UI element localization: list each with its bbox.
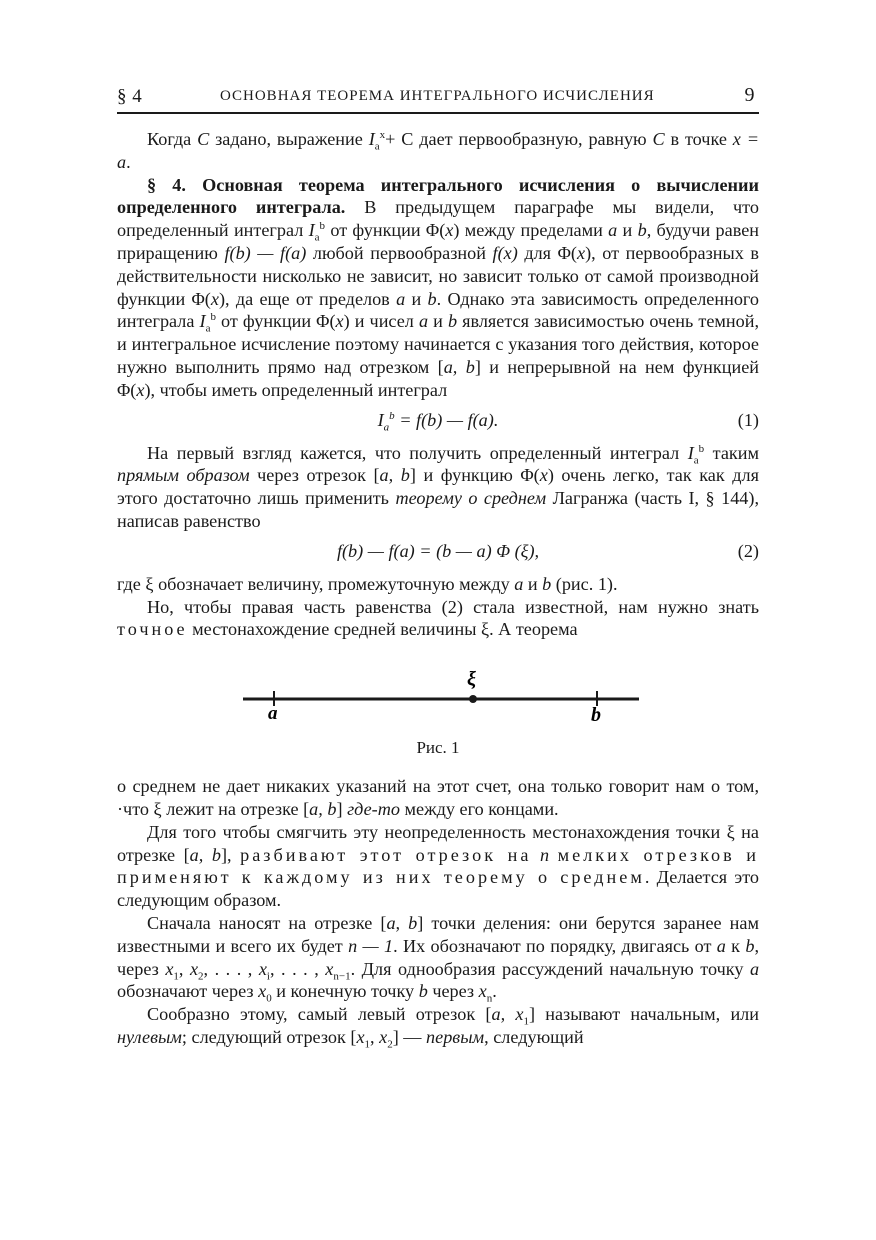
paragraph-0: Когда C задано, выражение $I_a^x+ C$ дает первообразную, равную C в точке x = a. [117,128,759,172]
page-number: 9 [744,84,755,106]
formula-2-expression: f(b) — f(a) = (b — a) Φ (ξ), [336,540,540,561]
paragraph-3: где ξ обозначает величину, промежуточную между a и b (рис. 1). [117,573,618,594]
running-header [117,86,759,114]
section-heading: § 4. Основная теорема интегрального исчисления о вычислении определенного интеграла. [117,174,759,218]
formula-1-number: (1) [737,409,759,430]
formula-1 [117,404,759,436]
paragraph-7: Сначала наносят на отрезке [a, b] точки деления: они берутся заранее нам известными и всего их будет n — 1. Их обозначают по порядку, двигаясь от a к b, через $x_1$, $x_2$, . . . , $x_i$, . . . , $x_{n-1}$. Для однообразия рассуждений начальную точку a обозначают через $x_0$ и конечную точку b через $x_n$. [117,912,760,1005]
formula-2 [117,535,759,567]
paragraph-8: Сообразно этому, самый левый отрезок [a, $x_1$] называют начальным, или нулевым; следующий отрезок [$x_1$, $x_2$] — первым, следующий [117,1004,759,1051]
paragraph-2: На первый взгляд кажется, что получить определенный интеграл $I_a^b$ таким прямым образом через отрезок [a, b] и функцию Φ(x) очень легко, так как для этого достаточно лишь применить теорему о среднем Лагранжа (часть I, § 144), написав равенство [117,442,759,531]
main-text [117,128,759,1049]
header-title: ОСНОВНАЯ ТЕОРЕМА ИНТЕГРАЛЬНОГО ИСЧИСЛЕНИЯ [220,88,655,104]
label-xi: ξ [467,668,476,691]
formula-2-number: (2) [737,540,759,561]
figure-caption: Рис. 1 [416,738,460,758]
paragraph-section-4: § 4. Основная теорема интегрального исчисления о вычислении определенного интеграла. В предыдущем параграфе мы видели, что определенный интеграл $I_a^b$ от функции Φ(x) между пределами a и b, будучи равен приращению f(b) — f(a) любой первообразной f(x) для Φ(x), от первообразных в действительности нисколько не зависит, но зависит только от самой производной функции Φ(x), да еще от пределов a и b. Однако эта зависимость определенного интеграла $I_a^b$ от функции Φ(x) и чисел a и b является зависимостью очень темной, и интегральное исчисление поэтому начинается с указания того действия, которое нужно выполнить прямо над отрезком [a, b] и непрерывной на нем функцией Φ(x), чтобы иметь определенный интеграл [117,174,760,400]
point-xi [469,695,477,703]
number-line-diagram [117,651,759,731]
paragraph-4: Но, чтобы правая часть равенства (2) стала известной, нам нужно знать точное местонахождение средней величины ξ. А теорема [117,596,759,640]
paragraph-6: Для того чтобы смягчить эту неопределенность местонахождения точки ξ на отрезке [a, b], разбивают этот отрезок на n мелких отрезков и применяют к каждому из них теорему о среднем. Делается это следующим образом. [117,821,760,911]
label-b: b [591,704,601,727]
header-section: § 4 [117,86,143,107]
figure-1 [117,651,759,769]
label-a: a [268,703,278,725]
paragraph-5: о среднем не дает никаких указаний на этот счет, она только говорит нам о том, ·что ξ лежит на отрезке [a, b] где-то между его концами. [117,776,759,819]
formula-1-expression: $I_a^b = f(b)$ — f(a). [377,409,499,434]
